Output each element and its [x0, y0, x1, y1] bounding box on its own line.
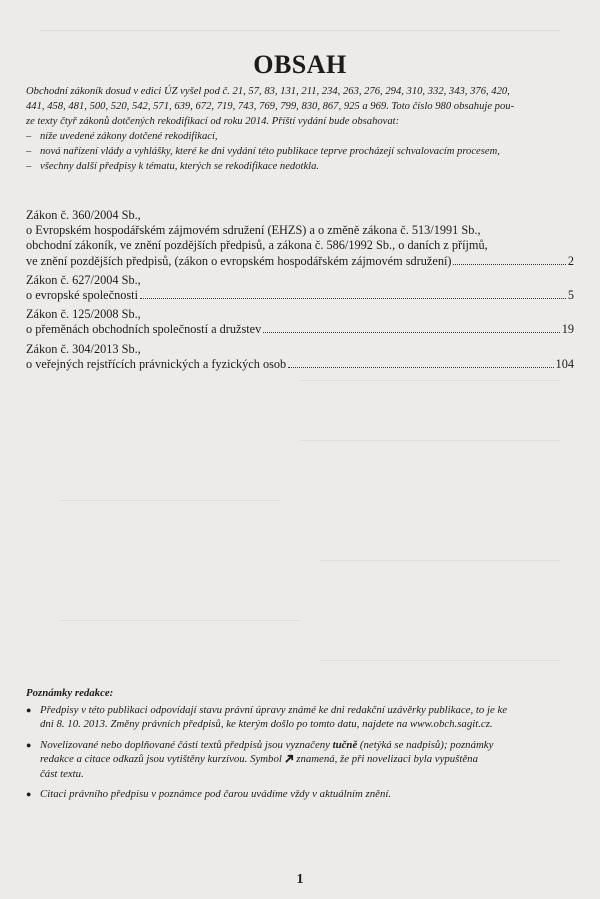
toc-title-last-line	[26, 254, 574, 269]
bleed-through-texture	[60, 500, 280, 501]
toc-title-line: obchodní zákoník, ve znění pozdějších předpisů, a zákona č. 586/1992 Sb., o daních z příjmů,	[26, 238, 488, 253]
toc-law-number: Zákon č. 627/2004 Sb.,	[26, 272, 141, 287]
toc-entry[interactable]	[26, 342, 574, 372]
note-line: Předpisy v této publikaci odpovídají stavu právní úpravy známé ke dni redakční uzávěrky publikace, to je ke	[40, 703, 508, 716]
bleed-through-texture	[60, 620, 300, 621]
toc-page-number: 104	[555, 356, 574, 371]
intro-line: 441, 458, 481, 500, 520, 542, 571, 639, 672, 719, 743, 769, 799, 830, 867, 925 a 969. Toto číslo 980 obsahuje pou-	[26, 101, 515, 112]
table-of-contents	[26, 208, 574, 376]
intro-dash-item-text: nová nařízení vlády a vyhlášky, které ke dni vydání této publikace teprve procházejí schvalovacím procesem,	[40, 146, 500, 157]
toc-title-text: o evropské společnosti	[26, 288, 139, 303]
dot-leader	[453, 254, 565, 265]
bleed-through-texture	[320, 560, 560, 561]
intro-dash-item	[26, 159, 578, 174]
dot-leader	[263, 322, 559, 333]
intro-paragraph	[26, 84, 578, 174]
intro-dash-item-text: níže uvedené zákony dotčené rekodifikací,	[40, 131, 218, 142]
note-line	[40, 738, 578, 753]
notes-heading: Poznámky redakce:	[26, 687, 114, 699]
toc-entry[interactable]	[26, 307, 574, 337]
dot-leader	[288, 357, 553, 368]
toc-title-last-line	[26, 288, 574, 303]
toc-title-text: o přeměnách obchodních společností a družstev	[26, 322, 262, 337]
note-text-part: redakce a citace odkazů jsou vytištěny kurzívou. Symbol	[40, 753, 285, 765]
bullet-icon: ●	[26, 704, 32, 715]
bleed-through-texture	[320, 660, 560, 661]
toc-law-number: Zákon č. 360/2004 Sb.,	[26, 208, 141, 222]
toc-title-text: o veřejných rejstřících právnických a fyzických osob	[26, 356, 287, 371]
note-text	[40, 787, 578, 802]
intro-line: Obchodní zákoník dosud v edici ÚZ vyšel pod č. 21, 57, 83, 131, 211, 234, 263, 276, 294, 310, 332, 343, 376, 420,	[26, 86, 510, 97]
toc-page-number: 5	[567, 288, 574, 303]
note-item	[26, 738, 578, 782]
note-text-part: (netýká se nadpisů); poznámky	[357, 738, 494, 751]
note-item	[26, 703, 578, 732]
toc-law-number: Zákon č. 125/2008 Sb.,	[26, 307, 141, 322]
bleed-through-texture	[40, 30, 560, 31]
note-line: Citaci právního předpisu v poznámce pod čarou uvádíme vždy v aktuálním znění.	[40, 788, 392, 800]
bleed-through-texture	[300, 440, 560, 441]
toc-title-line: o Evropském hospodářském zájmovém sdružení (EHZS) a o změně zákona č. 513/1991 Sb.,	[26, 223, 481, 238]
note-text	[40, 703, 578, 732]
note-item	[26, 787, 578, 802]
toc-entry[interactable]	[26, 273, 574, 303]
toc-page-number: 19	[561, 322, 574, 337]
toc-law-number: Zákon č. 304/2013 Sb.,	[26, 341, 141, 356]
toc-entry[interactable]	[26, 208, 574, 269]
page-number: 1	[296, 872, 304, 887]
intro-dash-item	[26, 144, 578, 159]
toc-page-number: 2	[567, 253, 574, 268]
note-text	[40, 738, 578, 782]
bullet-icon: ●	[26, 739, 32, 750]
intro-dash-item-text: všechny další předpisy k tématu, kterých se rekodifikace nedotkla.	[40, 161, 320, 172]
note-bold-word: tučně	[332, 738, 358, 751]
toc-title-last-line	[26, 322, 574, 337]
arrow-up-right-icon	[285, 754, 294, 763]
note-line	[40, 752, 578, 767]
note-line: část textu.	[40, 767, 84, 780]
page-title: OBSAH	[253, 50, 347, 79]
editorial-notes	[26, 686, 578, 808]
dash-marker: –	[26, 131, 32, 142]
bullet-icon: ●	[26, 789, 32, 799]
note-text-part: znamená, že při novelizaci byla vypuštěna	[293, 753, 478, 765]
bleed-through-texture	[300, 380, 560, 381]
dash-marker: –	[26, 161, 32, 172]
intro-dash-item	[26, 129, 578, 144]
dash-marker: –	[26, 146, 32, 157]
note-line: dni 8. 10. 2013. Změny právních předpisů, ke kterým došlo po tomto datu, najdete na www.obch.sagit.cz.	[40, 718, 493, 730]
intro-line: ze texty čtyř zákonů dotčených rekodifikací od roku 2014. Příští vydání bude obsahovat:	[26, 116, 400, 127]
note-text-part: Novelizované nebo doplňované části textů předpisů jsou vyznačeny	[40, 738, 333, 751]
toc-title-last-line	[26, 357, 574, 372]
toc-title-text: ve znění pozdějších předpisů, (zákon o evropském hospodářském zájmovém sdružení)	[26, 253, 452, 268]
dot-leader	[140, 288, 566, 299]
